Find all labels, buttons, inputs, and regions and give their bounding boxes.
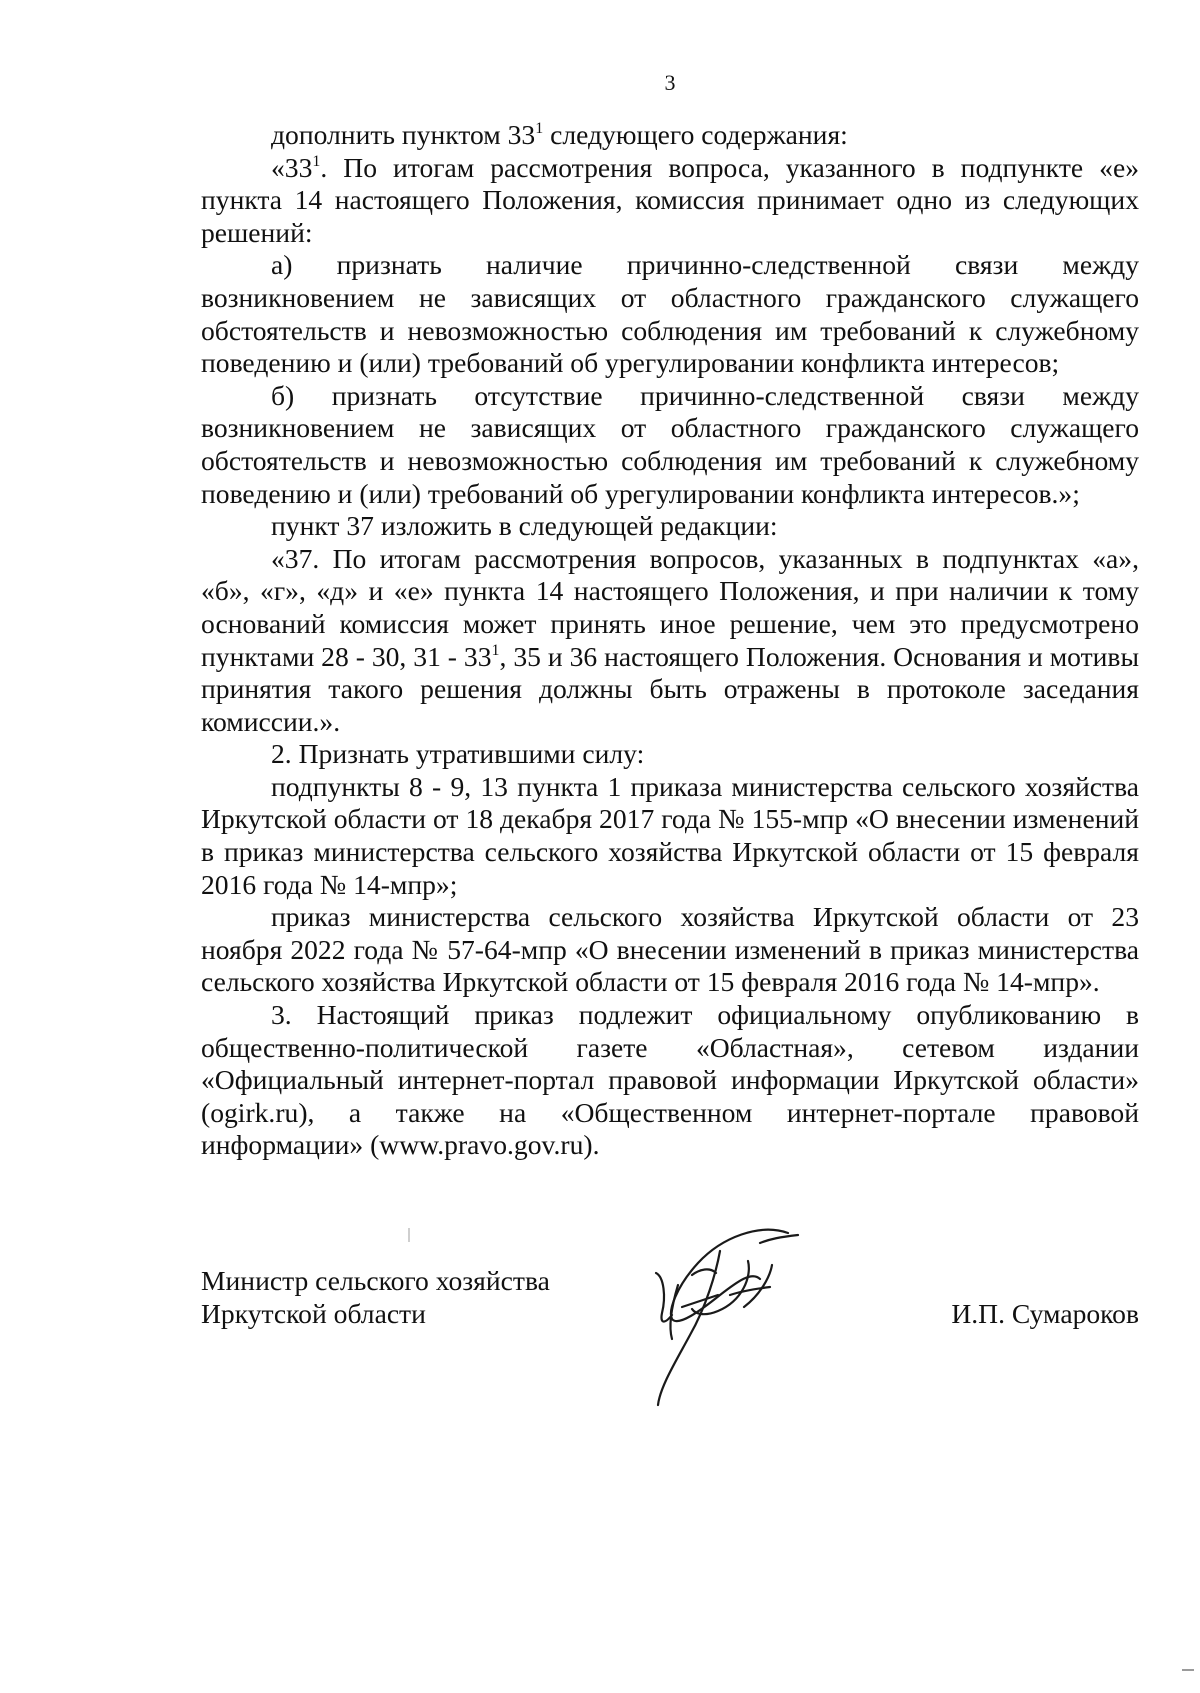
page-number: 3 — [664, 70, 676, 95]
paragraph-section-2: 2. Признать утратившими силу: — [271, 738, 645, 770]
paragraph-intro: дополнить пунктом $33^1$ следующего содержания: — [271, 119, 848, 150]
paragraph-repeal-1: подпункты 8 - 9, 13 пункта 1 приказа министерства сельского хозяйства Иркутской области от 18 декабря 2017 года № 155-мпр «О внесении изменений в приказ министерства сельского хозяйства Иркутской области от 15 февраля 2016 года № 14-мпр»; — [201, 770, 1139, 900]
paragraph-item-33-1: «$33^1$. По итогам рассмотрения вопроса, указанного в подпункте «е» пункта 14 настоящего Положения, комиссия принимает одно из следующих решений: — [201, 151, 1139, 248]
paragraph-subitem-b: б) признать отсутствие причинно-следственной связи между возникновением не зависящих от областного гражданского служащего обстоятельств и невозможностью соблюдения им требований к служебному поведению и (или) требований об урегулировании конфликта интересов.»; — [201, 379, 1139, 509]
paragraph-item-37-intro: пункт 37 изложить в следующей редакции: — [271, 510, 778, 542]
signatory-position — [201, 1264, 550, 1330]
document-body — [201, 119, 1139, 1162]
scan-corner-mark — [1182, 1669, 1194, 1671]
signatory-name: И.П. Сумароков — [951, 1298, 1139, 1329]
paragraph-item-37: «37. По итогам рассмотрения вопросов, указанных в подпунктах «а», «б», «г», «д» и «е» пункта 14 настоящего Положения, и при наличии к тому оснований комиссия может принять иное решение, чем это предусмотрено пунктами 28 - 30, $31 - 33^1$, 35 и 36 настоящего Положения. Основания и мотивы принятия такого решения должны быть отражены в протоколе заседания комиссии.». — [201, 542, 1139, 737]
paragraph-repeal-2: приказ министерства сельского хозяйства Иркутской области от 23 ноября 2022 года № 57-64-мпр «О внесении изменений в приказ министерства сельского хозяйства Иркутской области от 15 февраля 2016 года № 14-мпр». — [201, 901, 1139, 998]
paragraph-section-3: 3. Настоящий приказ подлежит официальному опубликованию в общественно-политической газете «Областная», сетевом издании «Официальный интернет-портал правовой информации Иркутской области» (ogirk.ru), а также на «Общественном интернет-портале правовой информации» (www.pravo.gov.ru). — [201, 999, 1139, 1161]
signatory-position-line2: Иркутской области — [201, 1298, 426, 1329]
handwritten-signature-icon — [620, 1215, 860, 1415]
scan-mark — [408, 1228, 410, 1242]
paragraph-subitem-a: а) признать наличие причинно-следственной связи между возникновением не зависящих от областного гражданского служащего обстоятельств и невозможностью соблюдения им требований к служебному поведению и (или) требований об урегулировании конфликта интересов; — [201, 249, 1139, 379]
signatory-position-line1: Министр сельского хозяйства — [201, 1265, 550, 1296]
